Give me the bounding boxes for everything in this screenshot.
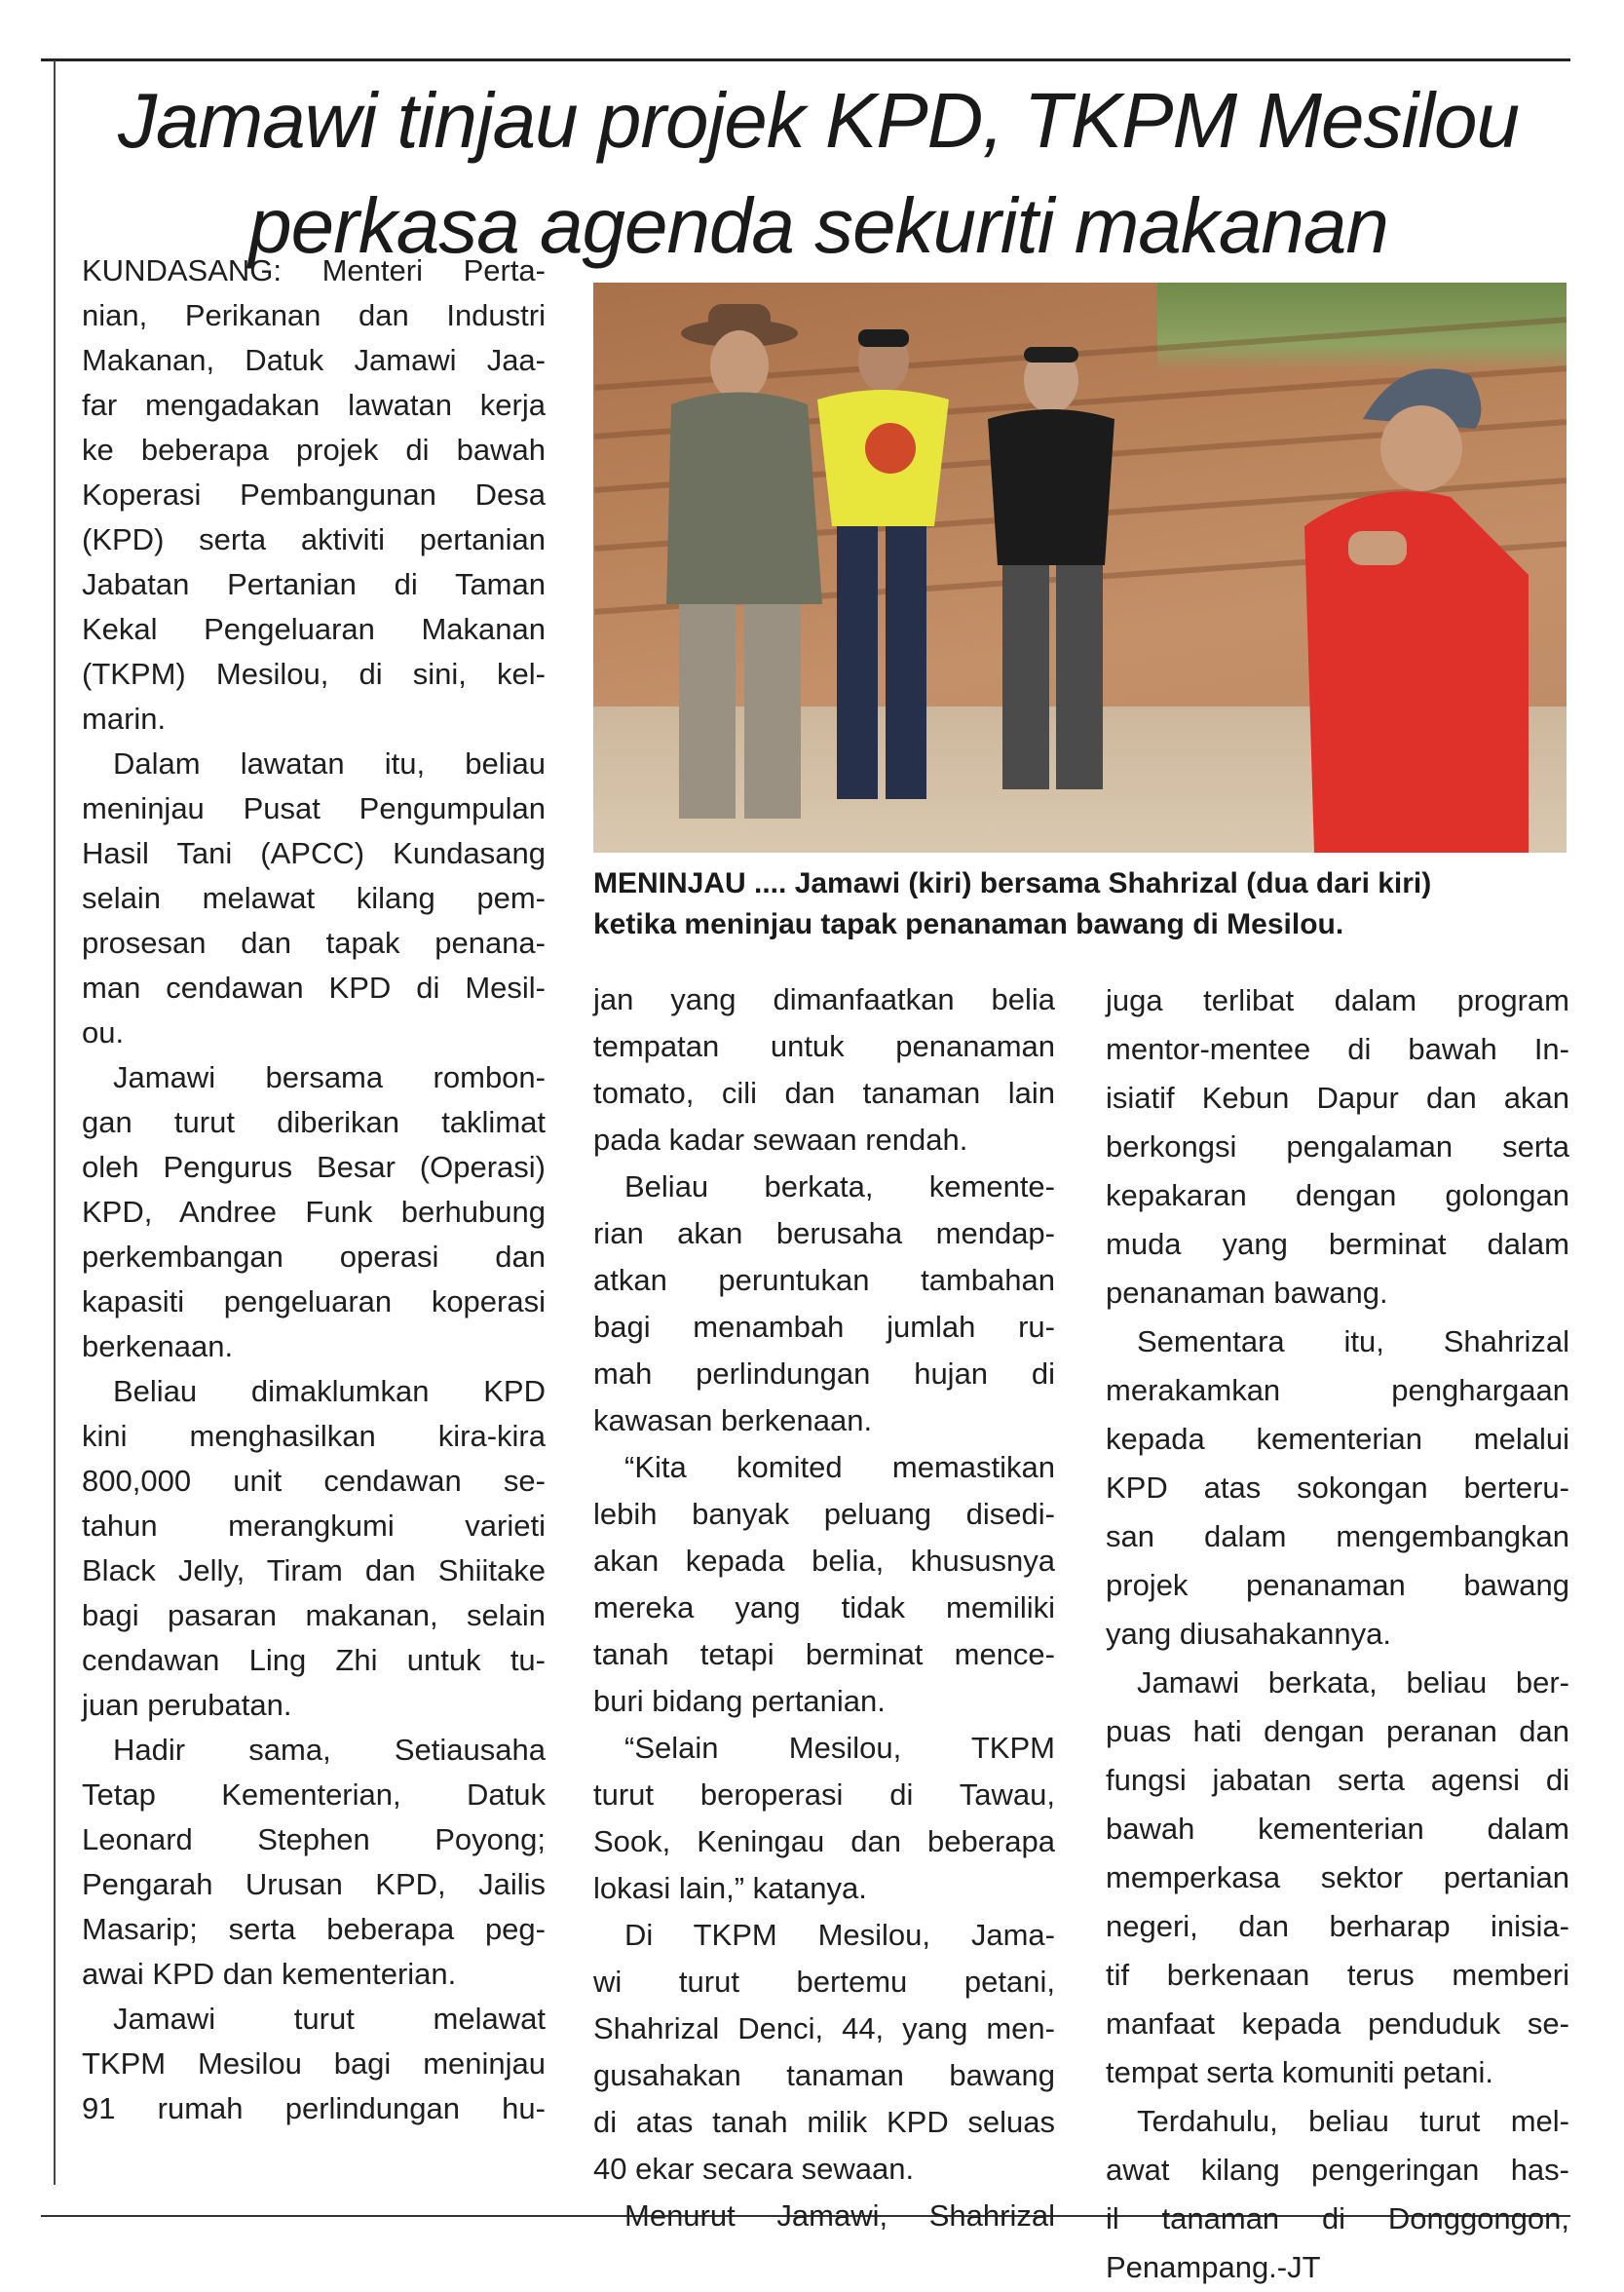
article-line: bagi pasaran makanan, selain xyxy=(82,1598,546,1632)
article-line: Hasil Tani (APCC) Kundasang xyxy=(82,836,546,870)
article-line: Tetap Kementerian, Datuk xyxy=(82,1777,546,1812)
article-line: Koperasi Pembangunan Desa xyxy=(82,478,546,512)
article-line: Penampang.-JT xyxy=(1106,2250,1321,2284)
article-line: juga terlibat dalam program xyxy=(1106,983,1569,1017)
article-line: negeri, dan berharap inisia- xyxy=(1106,1909,1569,1943)
article-line: puas hati dengan peranan dan xyxy=(1106,1714,1569,1748)
article-line: juan perubatan. xyxy=(82,1688,292,1722)
article-line: prosesan dan tapak penana- xyxy=(82,926,546,960)
article-line: bagi menambah jumlah ru- xyxy=(593,1310,1055,1344)
article-line: ou. xyxy=(82,1015,125,1050)
article-line: kapasiti pengeluaran koperasi xyxy=(82,1284,546,1318)
article-paragraph xyxy=(82,1728,546,1997)
article-line: marin. xyxy=(82,702,167,736)
article-line: tempatan untuk penanaman xyxy=(593,1029,1055,1063)
article-line: lebih banyak peluang disedi- xyxy=(593,1497,1055,1531)
article-line: Kekal Pengeluaran Makanan xyxy=(82,612,546,646)
article-line: “Selain Mesilou, TKPM xyxy=(624,1731,1055,1765)
article-line: awai KPD dan kementerian. xyxy=(82,1957,457,1991)
article-line: “Kita komited memastikan xyxy=(624,1450,1055,1484)
headline-line-1: Jamawi tinjau projek KPD, TKPM Mesilou xyxy=(117,77,1520,164)
article-line: penanaman bawang. xyxy=(1106,1276,1388,1310)
article-line: awat kilang pengeringan has- xyxy=(1106,2153,1569,2187)
article-paragraph xyxy=(82,1997,546,2131)
article-line: tif berkenaan terus memberi xyxy=(1106,1958,1569,1992)
article-line: projek penanaman bawang xyxy=(1106,1568,1569,1602)
article-line: kepakaran dengan golongan xyxy=(1106,1178,1569,1212)
article-line: memperkasa sektor pertanian xyxy=(1106,1860,1569,1894)
article-line: berkenaan. xyxy=(82,1329,234,1363)
article-paragraph xyxy=(1106,1318,1569,1659)
article-line: gusahakan tanaman bawang xyxy=(593,2058,1055,2092)
article-line: mah perlindungan hujan di xyxy=(593,1356,1055,1391)
article-line: Shahrizal Denci, 44, yang men- xyxy=(593,2011,1055,2045)
article-line: Makanan, Datuk Jamawi Jaa- xyxy=(82,343,546,377)
article-line: Black Jelly, Tiram dan Shiitake xyxy=(82,1553,546,1587)
article-paragraph xyxy=(593,976,1055,1164)
article-line: kepada kementerian melalui xyxy=(1106,1422,1569,1456)
article-paragraph xyxy=(82,248,546,742)
news-photo xyxy=(593,283,1567,853)
article-line: Di TKPM Mesilou, Jama- xyxy=(624,1918,1055,1952)
article-line: Dalam lawatan itu, beliau xyxy=(113,746,546,781)
article-line: 40 ekar secara sewaan. xyxy=(593,2152,915,2186)
article-line: atkan peruntukan tambahan xyxy=(593,1263,1055,1297)
article-line: man cendawan KPD di Mesil- xyxy=(82,971,546,1005)
article-line: turut beroperasi di Tawau, xyxy=(593,1777,1055,1812)
article-line: 91 rumah perlindungan hu- xyxy=(82,2091,546,2125)
left-rule xyxy=(54,60,56,2185)
article-line: tomato, cili dan tanaman lain xyxy=(593,1076,1055,1110)
article-paragraph xyxy=(1106,1659,1569,2097)
article-line: Leonard Stephen Poyong; xyxy=(82,1822,546,1856)
article-line: di atas tanah milik KPD seluas xyxy=(593,2105,1055,2139)
article-line: pada kadar sewaan rendah. xyxy=(593,1123,968,1157)
article-line: bawah kementerian dalam xyxy=(1106,1812,1569,1846)
caption-line-1: MENINJAU .... Jamawi (kiri) bersama Shahrizal (dua dari kiri) xyxy=(593,867,1432,899)
article-line: merakamkan penghargaan xyxy=(1106,1373,1569,1407)
article-line: Beliau berkata, kemente- xyxy=(624,1169,1055,1203)
article-line: 800,000 unit cendawan se- xyxy=(82,1464,546,1498)
article-line: kawasan berkenaan. xyxy=(593,1403,873,1437)
article-paragraph xyxy=(593,1912,1055,2193)
article-paragraph xyxy=(82,1055,546,1369)
caption-line-2: ketika meninjau tapak penanaman bawang di Mesilou. xyxy=(593,908,1344,940)
article-line: gan turut diberikan taklimat xyxy=(82,1105,546,1139)
article-line: muda yang berminat dalam xyxy=(1106,1227,1569,1261)
top-rule xyxy=(41,58,1570,61)
article-line: il tanaman di Donggongon, xyxy=(1106,2201,1569,2235)
article-line: Hadir sama, Setiausaha xyxy=(113,1733,546,1767)
article-line: Beliau dimaklumkan KPD xyxy=(113,1374,546,1408)
article-line: oleh Pengurus Besar (Operasi) xyxy=(82,1150,546,1184)
article-line: TKPM Mesilou bagi meninjau xyxy=(82,2046,546,2081)
headline-line-2: perkasa agenda sekuriti makanan xyxy=(248,182,1388,269)
photo-people xyxy=(593,283,1567,853)
article-line: Jamawi turut melawat xyxy=(113,2002,546,2036)
article-line: Jabatan Pertanian di Taman xyxy=(82,567,546,601)
article-line: Pengarah Urusan KPD, Jailis xyxy=(82,1867,546,1901)
article-line: kini menghasilkan kira-kira xyxy=(82,1419,546,1453)
article-line: (KPD) serta aktiviti pertanian xyxy=(82,522,546,556)
article-line: isiatif Kebun Dapur dan akan xyxy=(1106,1081,1569,1115)
article-paragraph xyxy=(1106,2097,1569,2292)
article-line: tahun merangkumi varieti xyxy=(82,1509,546,1543)
article-line: buri bidang pertanian. xyxy=(593,1684,886,1718)
article-line: jan yang dimanfaatkan belia xyxy=(593,982,1055,1016)
article-paragraph xyxy=(82,742,546,1055)
article-line: Terdahulu, beliau turut mel- xyxy=(1137,2104,1569,2138)
article-paragraph xyxy=(593,1725,1055,1912)
article-line: akan kepada belia, khususnya xyxy=(593,1544,1055,1578)
headline xyxy=(58,68,1578,279)
article-line: tempat serta komuniti petani. xyxy=(1106,2055,1494,2089)
article-line: Menurut Jamawi, Shahrizal xyxy=(624,2198,1055,2233)
article-column-1 xyxy=(82,248,546,2131)
article-line: (TKPM) Mesilou, di sini, kel- xyxy=(82,657,546,691)
article-line: fungsi jabatan serta agensi di xyxy=(1106,1763,1569,1797)
article-line: manfaat kepada penduduk se- xyxy=(1106,2006,1569,2041)
article-line: KUNDASANG: Menteri Perta- xyxy=(82,253,546,287)
article-line: Jamawi bersama rombon- xyxy=(113,1060,546,1094)
article-line: far mengadakan lawatan kerja xyxy=(82,388,546,422)
article-line: Sementara itu, Shahrizal xyxy=(1137,1324,1569,1358)
article-line: tanah tetapi berminat mence- xyxy=(593,1637,1055,1671)
article-paragraph xyxy=(82,1369,546,1728)
article-line: yang diusahakannya. xyxy=(1106,1617,1392,1651)
article-line: nian, Perikanan dan Industri xyxy=(82,298,546,332)
article-line: Sook, Keningau dan beberapa xyxy=(593,1824,1055,1858)
article-column-3 xyxy=(1106,976,1569,2292)
article-line: mereka yang tidak memiliki xyxy=(593,1590,1055,1624)
article-line: KPD atas sokongan berteru- xyxy=(1106,1471,1569,1505)
article-line: Jamawi berkata, beliau ber- xyxy=(1137,1665,1569,1700)
article-line: ke beberapa projek di bawah xyxy=(82,433,546,467)
article-line: mentor-mentee di bawah In- xyxy=(1106,1032,1569,1066)
article-line: KPD, Andree Funk berhubung xyxy=(82,1195,546,1229)
photo-caption xyxy=(593,863,1567,945)
article-paragraph xyxy=(593,1444,1055,1725)
article-paragraph xyxy=(1106,976,1569,1318)
article-line: wi turut bertemu petani, xyxy=(593,1965,1055,1999)
article-line: lokasi lain,” katanya. xyxy=(593,1871,867,1905)
article-line: cendawan Ling Zhi untuk tu- xyxy=(82,1643,546,1677)
article-column-2 xyxy=(593,976,1055,2239)
article-line: Masarip; serta beberapa peg- xyxy=(82,1912,546,1946)
article-line: rian akan berusaha mendap- xyxy=(593,1216,1055,1250)
article-line: selain melawat kilang pem- xyxy=(82,881,546,915)
article-line: san dalam mengembangkan xyxy=(1106,1519,1569,1553)
article-paragraph xyxy=(593,1164,1055,1444)
article-paragraph xyxy=(593,2193,1055,2239)
article-line: meninjau Pusat Pengumpulan xyxy=(82,791,546,825)
article-line: berkongsi pengalaman serta xyxy=(1106,1129,1569,1164)
article-line: perkembangan operasi dan xyxy=(82,1240,546,1274)
